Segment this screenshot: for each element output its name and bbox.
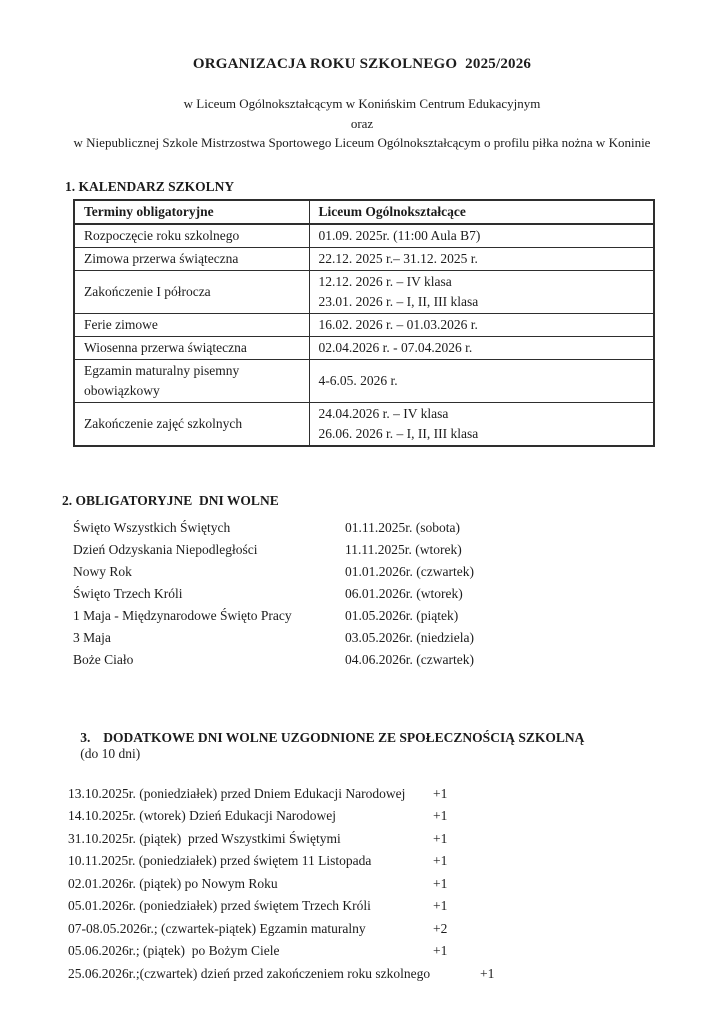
section2-heading: 2. OBLIGATORYJNE DNI WOLNE	[62, 492, 279, 508]
calendar-table-row	[74, 224, 654, 248]
document-subtitle	[0, 94, 724, 153]
additional-day-description: 05.01.2026r. (poniedziałek) przed świętem Trzech Króli	[68, 898, 371, 913]
calendar-table-row	[74, 313, 654, 336]
holiday-list-item	[73, 627, 724, 649]
subtitle-line-3: w Niepublicznej Szkole Mistrzostwa Sportowego Liceum Ogólnokształcącym o profilu piłka nożna w Koninie	[73, 135, 651, 150]
holiday-date: 03.05.2026r. (niedziela)	[345, 629, 474, 645]
term-cell: Zakończenie I półrocza	[74, 270, 309, 313]
holiday-name: Święto Trzech Króli	[73, 585, 183, 601]
additional-day-count: +1	[433, 853, 448, 868]
calendar-table-row	[74, 336, 654, 359]
holiday-name: 3 Maja	[73, 629, 111, 645]
document-title: ORGANIZACJA ROKU SZKOLNEGO 2025/2026	[192, 56, 532, 72]
holiday-list-item	[73, 561, 724, 583]
additional-day-item	[68, 805, 724, 828]
date-line: 12.12. 2026 r. – IV klasa	[318, 273, 452, 289]
column-header-terms: Terminy obligatoryjne	[74, 200, 309, 224]
dates-cell	[309, 224, 654, 248]
additional-day-item	[68, 783, 724, 806]
date-line: 02.04.2026 r. - 07.04.2026 r.	[318, 339, 473, 355]
additional-day-count: +1	[433, 943, 448, 958]
additional-day-count: +1	[433, 808, 448, 823]
subtitle-line-1: w Liceum Ogólnokształcącym w Konińskim Centrum Edukacyjnym	[183, 96, 541, 111]
additional-day-item	[68, 828, 724, 851]
section1-heading: 1. KALENDARZ SZKOLNY	[65, 178, 235, 194]
holiday-list-item	[73, 649, 724, 671]
additional-day-count: +1	[433, 785, 448, 801]
term-cell: Egzamin maturalny pisemny obowiązkowy	[74, 359, 309, 402]
dates-cell	[309, 313, 654, 336]
section3-heading-bold: DODATKOWE DNI WOLNE UZGODNIONE ZE SPOŁECZNOŚCIĄ SZKOLNĄ	[103, 729, 585, 745]
date-line: 22.12. 2025 r.– 31.12. 2025 r.	[318, 250, 478, 266]
school-calendar-table	[73, 199, 655, 447]
calendar-table-row	[74, 359, 654, 402]
section-additional-days	[0, 714, 724, 986]
holiday-name: 1 Maja - Międzynarodowe Święto Pracy	[73, 607, 292, 623]
holiday-date: 01.05.2026r. (piątek)	[345, 607, 459, 623]
holiday-date: 11.11.2025r. (wtorek)	[345, 541, 462, 557]
additional-day-count: +1	[433, 875, 448, 891]
additional-day-item	[68, 850, 724, 873]
holiday-name: Nowy Rok	[73, 563, 132, 579]
additional-day-description: 13.10.2025r. (poniedziałek) przed Dniem Edukacji Narodowej	[68, 785, 406, 801]
additional-day-item	[68, 963, 724, 986]
additional-day-description: 02.01.2026r. (piątek) po Nowym Roku	[68, 875, 278, 891]
additional-day-description: 31.10.2025r. (piątek) przed Wszystkimi Świętymi	[68, 830, 341, 846]
additional-day-count: +1	[433, 898, 448, 913]
holiday-list-item	[73, 539, 724, 561]
holiday-date: 06.01.2026r. (wtorek)	[345, 585, 463, 601]
column-header-liceum: Liceum Ogólnokształcące	[309, 200, 654, 224]
section3-heading	[60, 714, 724, 778]
date-line: 16.02. 2026 r. – 01.03.2026 r.	[318, 316, 478, 332]
holiday-name: Święto Wszystkich Świętych	[73, 519, 231, 535]
calendar-table-row	[74, 402, 654, 446]
dates-cell	[309, 270, 654, 313]
additional-day-description: 10.11.2025r. (poniedziałek) przed świętem 11 Listopada	[68, 853, 372, 868]
date-line: 26.06. 2026 r. – I, II, III klasa	[318, 425, 479, 441]
holiday-date: 04.06.2026r. (czwartek)	[345, 651, 474, 667]
additional-day-description: 25.06.2026r.;(czwartek) dzień przed zakończeniem roku szkolnego	[68, 965, 431, 981]
date-line: 4-6.05. 2026 r.	[318, 372, 398, 388]
holiday-name: Boże Ciało	[73, 651, 134, 667]
additional-day-item	[68, 895, 724, 918]
additional-day-description: 07-08.05.2026r.; (czwartek-piątek) Egzamin maturalny	[68, 920, 366, 936]
dates-cell	[309, 402, 654, 446]
additional-day-count: +1	[480, 965, 495, 981]
section3-number: 3.	[80, 729, 91, 745]
additional-day-count: +2	[433, 920, 448, 936]
additional-day-item	[68, 940, 724, 963]
term-cell: Rozpoczęcie roku szkolnego	[74, 224, 309, 248]
additional-day-item	[68, 918, 724, 941]
table-header-row	[74, 200, 654, 224]
section-obligatory-days	[0, 493, 724, 671]
additional-day-description: 05.06.2026r.; (piątek) po Bożym Ciele	[68, 943, 280, 958]
calendar-table-row	[74, 247, 654, 270]
additional-day-description: 14.10.2025r. (wtorek) Dzień Edukacji Narodowej	[68, 808, 337, 823]
term-cell: Wiosenna przerwa świąteczna	[74, 336, 309, 359]
term-cell: Ferie zimowe	[74, 313, 309, 336]
additional-days-list	[68, 783, 724, 986]
subtitle-line-2: oraz	[350, 115, 374, 131]
date-line: 23.01. 2026 r. – I, II, III klasa	[318, 293, 479, 309]
term-cell: Zimowa przerwa świąteczna	[74, 247, 309, 270]
additional-day-count: +1	[433, 830, 448, 846]
holiday-list-item	[73, 517, 724, 539]
date-line: 24.04.2026 r. – IV klasa	[318, 405, 449, 421]
obligatory-days-list	[73, 517, 724, 671]
dates-cell	[309, 247, 654, 270]
holiday-date: 01.01.2026r. (czwartek)	[345, 563, 474, 579]
term-cell: Zakończenie zajęć szkolnych	[74, 402, 309, 446]
section-calendar	[0, 179, 724, 447]
holiday-name: Dzień Odzyskania Niepodległości	[73, 541, 258, 557]
additional-day-item	[68, 873, 724, 896]
holiday-list-item	[73, 605, 724, 627]
date-line: 01.09. 2025r. (11:00 Aula B7)	[318, 227, 481, 243]
calendar-table-row	[74, 270, 654, 313]
dates-cell	[309, 336, 654, 359]
holiday-date: 01.11.2025r. (sobota)	[345, 519, 460, 535]
section3-heading-note: (do 10 dni)	[80, 745, 141, 761]
dates-cell	[309, 359, 654, 402]
holiday-list-item	[73, 583, 724, 605]
